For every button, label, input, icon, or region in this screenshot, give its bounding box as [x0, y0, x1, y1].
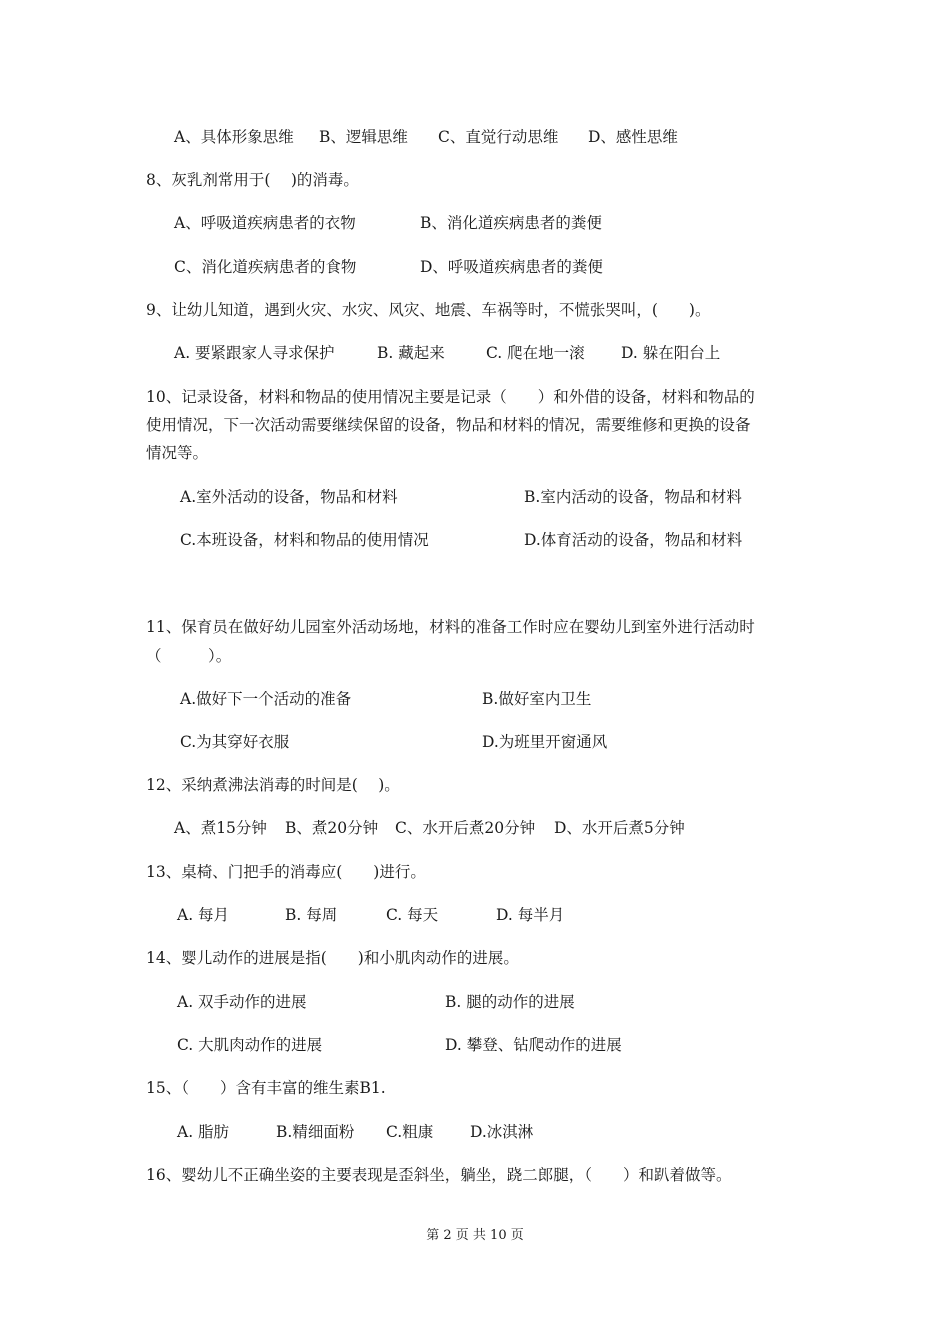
option-c: C、消化道疾病患者的食物 — [174, 258, 357, 276]
option-c: C. 大肌肉动作的进展 — [177, 1036, 323, 1054]
option-d: D.为班里开窗通风 — [482, 733, 608, 751]
question-12-stem: 12、采纳煮沸法消毒的时间是( )。 — [146, 776, 400, 794]
option-a: A.做好下一个活动的准备 — [180, 690, 352, 708]
option-b: B. 每周 — [285, 906, 338, 924]
question-11-stem-line-1: 11、保育员在做好幼儿园室外活动场地，材料的准备工作时应在婴幼儿到室外进行活动时 — [146, 618, 755, 636]
option-c: C.粗康 — [386, 1123, 434, 1141]
question-16-stem: 16、婴幼儿不正确坐姿的主要表现是歪斜坐，躺坐，跷二郎腿，（ ）和趴着做等。 — [146, 1166, 732, 1184]
option-c: C. 每天 — [386, 906, 439, 924]
question-10-stem-line-2: 使用情况，下一次活动需要继续保留的设备，物品和材料的情况，需要维修和更换的设备 — [146, 416, 751, 434]
option-a: A. 双手动作的进展 — [177, 993, 307, 1011]
option-a: A.室外活动的设备，物品和材料 — [180, 488, 398, 506]
option-b: B.室内活动的设备，物品和材料 — [524, 488, 742, 506]
option-b: B、逻辑思维 — [319, 128, 408, 146]
option-b: B.精细面粉 — [276, 1123, 355, 1141]
option-c: C、直觉行动思维 — [438, 128, 559, 146]
question-11-stem-line-2: （ ）。 — [146, 647, 232, 665]
option-d: D、水开后煮5分钟 — [554, 819, 685, 837]
option-b: B、煮20分钟 — [285, 819, 379, 837]
option-d: D. 躲在阳台上 — [621, 344, 721, 362]
option-b: B.做好室内卫生 — [482, 690, 592, 708]
question-10-stem-line-3: 情况等。 — [146, 444, 209, 462]
option-a: A、煮15分钟 — [174, 819, 267, 837]
option-a: A. 每月 — [177, 906, 230, 924]
option-c: C、水开后煮20分钟 — [395, 819, 536, 837]
question-15-stem: 15、（ ）含有丰富的维生素B1. — [146, 1079, 386, 1097]
question-10-stem-line-1: 10、记录设备，材料和物品的使用情况主要是记录（ ）和外借的设备，材料和物品的 — [146, 388, 755, 406]
question-14-stem: 14、婴儿动作的进展是指( )和小肌肉动作的进展。 — [146, 949, 519, 967]
option-d: D. 攀登、钻爬动作的进展 — [445, 1036, 622, 1054]
option-d: D、呼吸道疾病患者的粪便 — [420, 258, 603, 276]
page-number-footer: 第 2 页 共 10 页 — [426, 1228, 524, 1243]
option-c: C.为其穿好衣服 — [180, 733, 290, 751]
question-13-stem: 13、桌椅、门把手的消毒应( )进行。 — [146, 863, 426, 881]
option-b: B. 腿的动作的进展 — [445, 993, 575, 1011]
option-a: A. 要紧跟家人寻求保护 — [174, 344, 335, 362]
option-b: B、消化道疾病患者的粪便 — [420, 214, 602, 232]
option-a: A、呼吸道疾病患者的衣物 — [174, 214, 356, 232]
option-d: D.冰淇淋 — [470, 1123, 534, 1141]
option-d: D. 每半月 — [496, 906, 565, 924]
option-c: C.本班设备，材料和物品的使用情况 — [180, 531, 429, 549]
option-c: C. 爬在地一滚 — [486, 344, 585, 362]
option-d: D、感性思维 — [588, 128, 678, 146]
option-d: D.体育活动的设备，物品和材料 — [524, 531, 743, 549]
option-b: B. 藏起来 — [377, 344, 445, 362]
question-9-stem: 9、让幼儿知道，遇到火灾、水灾、风灾、地震、车祸等时，不慌张哭叫，( )。 — [146, 301, 711, 319]
option-a: A. 脂肪 — [177, 1123, 230, 1141]
question-8-stem: 8、灰乳剂常用于( )的消毒。 — [146, 171, 359, 189]
option-a: A、具体形象思维 — [174, 128, 294, 146]
